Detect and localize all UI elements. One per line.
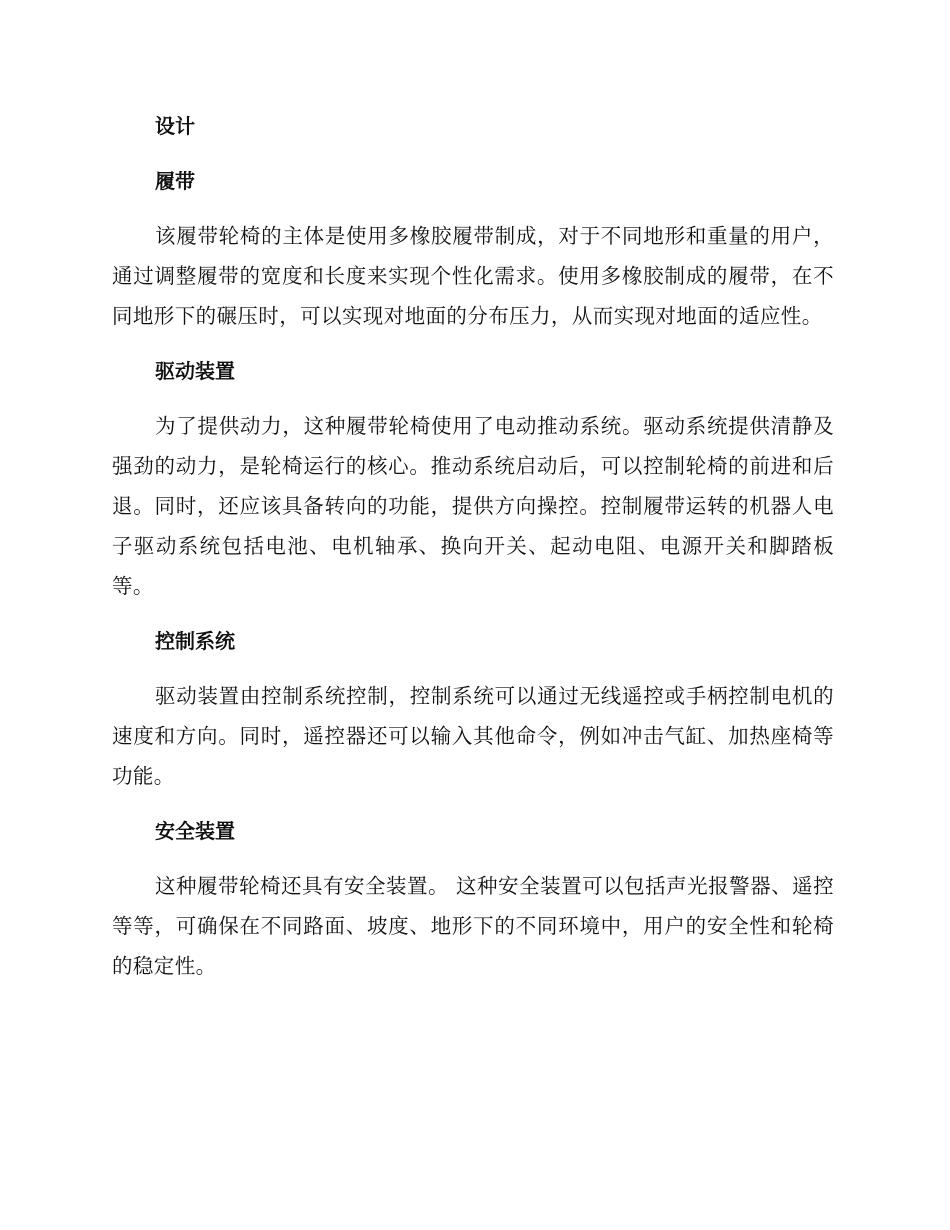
section-paragraph: 驱动装置由控制系统控制，控制系统可以通过无线遥控或手柄控制电机的速度和方向。同时，遥控器还可以输入其他命令，例如冲击气缸、加热座椅等功能。 [112, 684, 834, 788]
section-paragraph: 为了提供动力，这种履带轮椅使用了电动推动系统。驱动系统提供清静及强劲的动力，是轮椅运行的核心。推动系统启动后，可以控制轮椅的前进和后退。同时，还应该具备转向的功能，提供方向操控。控制履带运转的机器人电子驱动系统包括电池、电机轴承、换向开关、起动电阻、电源开关和脚踏板等。 [112, 414, 834, 598]
section-heading: 安全装置 [155, 819, 235, 843]
document-title: 设计 [155, 114, 195, 138]
section-safety-device [112, 811, 834, 986]
section-tracks [112, 161, 834, 336]
document-page [112, 106, 834, 1001]
section-heading: 履带 [155, 169, 195, 193]
section-paragraph: 该履带轮椅的主体是使用多橡胶履带制成，对于不同地形和重量的用户，通过调整履带的宽度和长度来实现个性化需求。使用多橡胶制成的履带，在不同地形下的碾压时，可以实现对地面的分布压力，从而实现对地面的适应性。 [112, 224, 834, 328]
section-heading: 控制系统 [155, 629, 235, 653]
section-drive-unit [112, 351, 834, 606]
section-paragraph: 这种履带轮椅还具有安全装置。 这种安全装置可以包括声光报警器、遥控等等，可确保在不同路面、坡度、地形下的不同环境中，用户的安全性和轮椅的稳定性。 [112, 874, 834, 978]
section-heading: 驱动装置 [155, 359, 235, 383]
section-control-system [112, 621, 834, 796]
